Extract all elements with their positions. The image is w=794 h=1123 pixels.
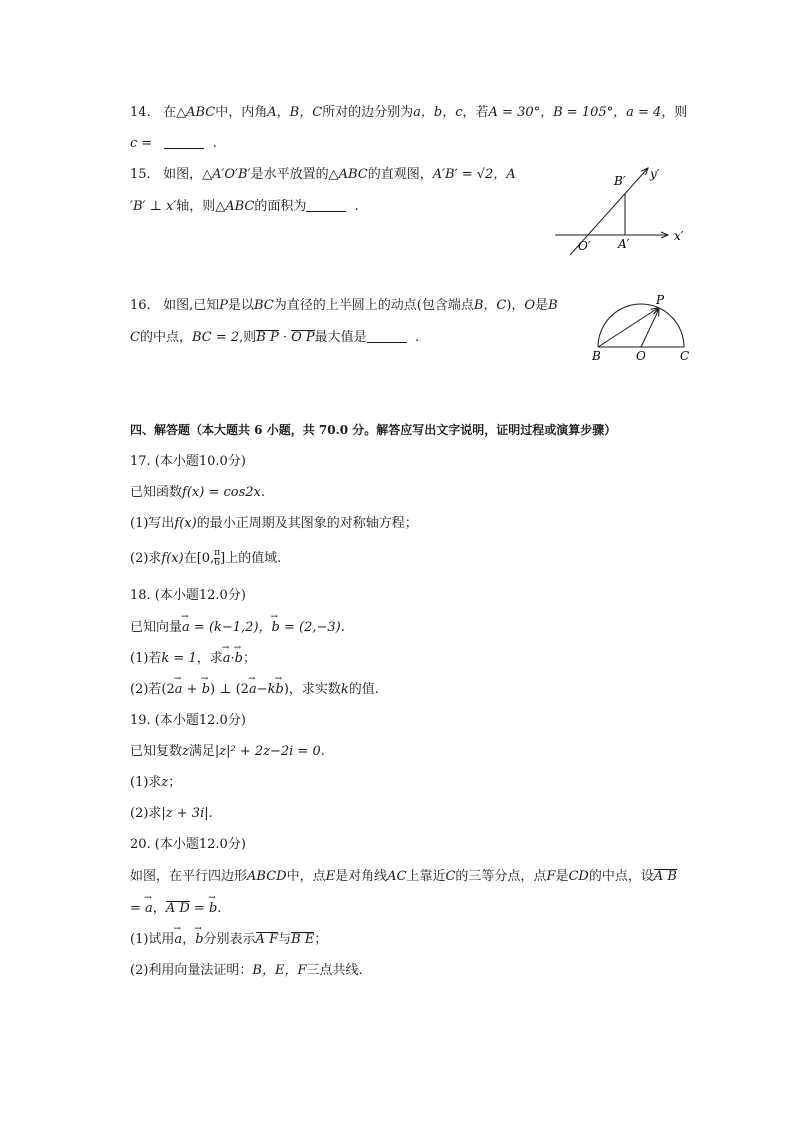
q16-line2: C的中点，BC = 2,则B P · O P最大值是 . — [130, 330, 420, 345]
q20-heading: 20. (本小题12.0分) — [130, 837, 246, 852]
answer-blank[interactable] — [164, 134, 204, 149]
q17-heading: 17. (本小题10.0分) — [130, 454, 246, 469]
section-heading: 四、解答题（本大题共 6 小题，共 70.0 分。解答应写出文字说明，证明过程或演算步骤） — [130, 423, 617, 437]
q18-line3: (2)若(2→ a + → b) ⊥ (2→ a−k→ b)，求实数k的值. — [130, 681, 379, 699]
q16-line1: 16. 如图,已知P是以BC为直径的上半圆上的动点(包含端点B，C)，O是B — [130, 298, 558, 313]
q20-line1: 如图，在平行四边形ABCD中，点E是对角线AC上靠近C的三等分点，点F是CD的中点，设A B — [130, 869, 677, 884]
q20-line4: (2)利用向量法证明：B，E，F三点共线. — [130, 963, 363, 978]
vector-bp — [598, 308, 658, 347]
label-p: P — [656, 293, 665, 307]
answer-blank[interactable] — [306, 197, 346, 212]
q20-line3: (1)试用→ a，→ b分别表示A F与B E； — [130, 931, 327, 949]
label-c: C — [680, 349, 690, 363]
semicircle — [598, 304, 684, 347]
label-o: O′ — [578, 239, 591, 253]
vector-op — [641, 309, 659, 347]
label-a: A′ — [618, 237, 630, 251]
q18-line1: 已知向量→ a = (k−1,2)，→ b = (2,−3). — [130, 619, 345, 637]
label-o: O — [636, 349, 646, 363]
q19-line1: 已知复数z满足|z|² + 2z−2i = 0. — [130, 744, 325, 759]
q17-line3: (2)求f(x)在[0, $\frac{\pi}{6}$ ]上的值域. — [130, 548, 282, 568]
q15-number: 15. — [130, 167, 151, 182]
q16-number: 16. — [130, 298, 151, 313]
q19-line2: (1)求z； — [130, 775, 182, 790]
q14-line2: c = . — [130, 136, 217, 151]
answer-blank[interactable] — [367, 328, 407, 343]
q15-line2: ′B′ ⊥ x′轴，则△ABC的面积为 . — [130, 199, 359, 214]
q14-number: 14. — [130, 105, 151, 120]
q17-line1: 已知函数f(x) = cos2x. — [130, 485, 265, 500]
label-x: x′ — [674, 229, 684, 243]
q15-line1: 15. 如图，△A′O′B′是水平放置的△ABC的直观图，A′B′ = √2，A — [130, 167, 516, 182]
q18-line2: (1)若k = 1，求→ a·→ b； — [130, 650, 256, 668]
q19-heading: 19. (本小题12.0分) — [130, 713, 246, 728]
q18-heading: 18. (本小题12.0分) — [130, 588, 246, 603]
q16-figure — [588, 292, 698, 367]
q14-line1: 14. 在△ABC中，内角A，B，C所对的边分别为a，b，c，若A = 30°，B = 105°，a = 4，则 — [130, 105, 688, 120]
label-b: B′ — [614, 174, 626, 188]
label-y: y′ — [650, 167, 660, 181]
q19-line3: (2)求|z + 3i|. — [130, 806, 213, 821]
q20-line2: = → a，A D = → b. — [130, 900, 221, 918]
q17-line2: (1)写出f(x)的最小正周期及其图象的对称轴方程； — [130, 516, 418, 531]
q15-figure — [550, 160, 700, 260]
label-b: B — [592, 349, 601, 363]
fraction: $\frac{\pi}{6}$ — [214, 548, 221, 568]
